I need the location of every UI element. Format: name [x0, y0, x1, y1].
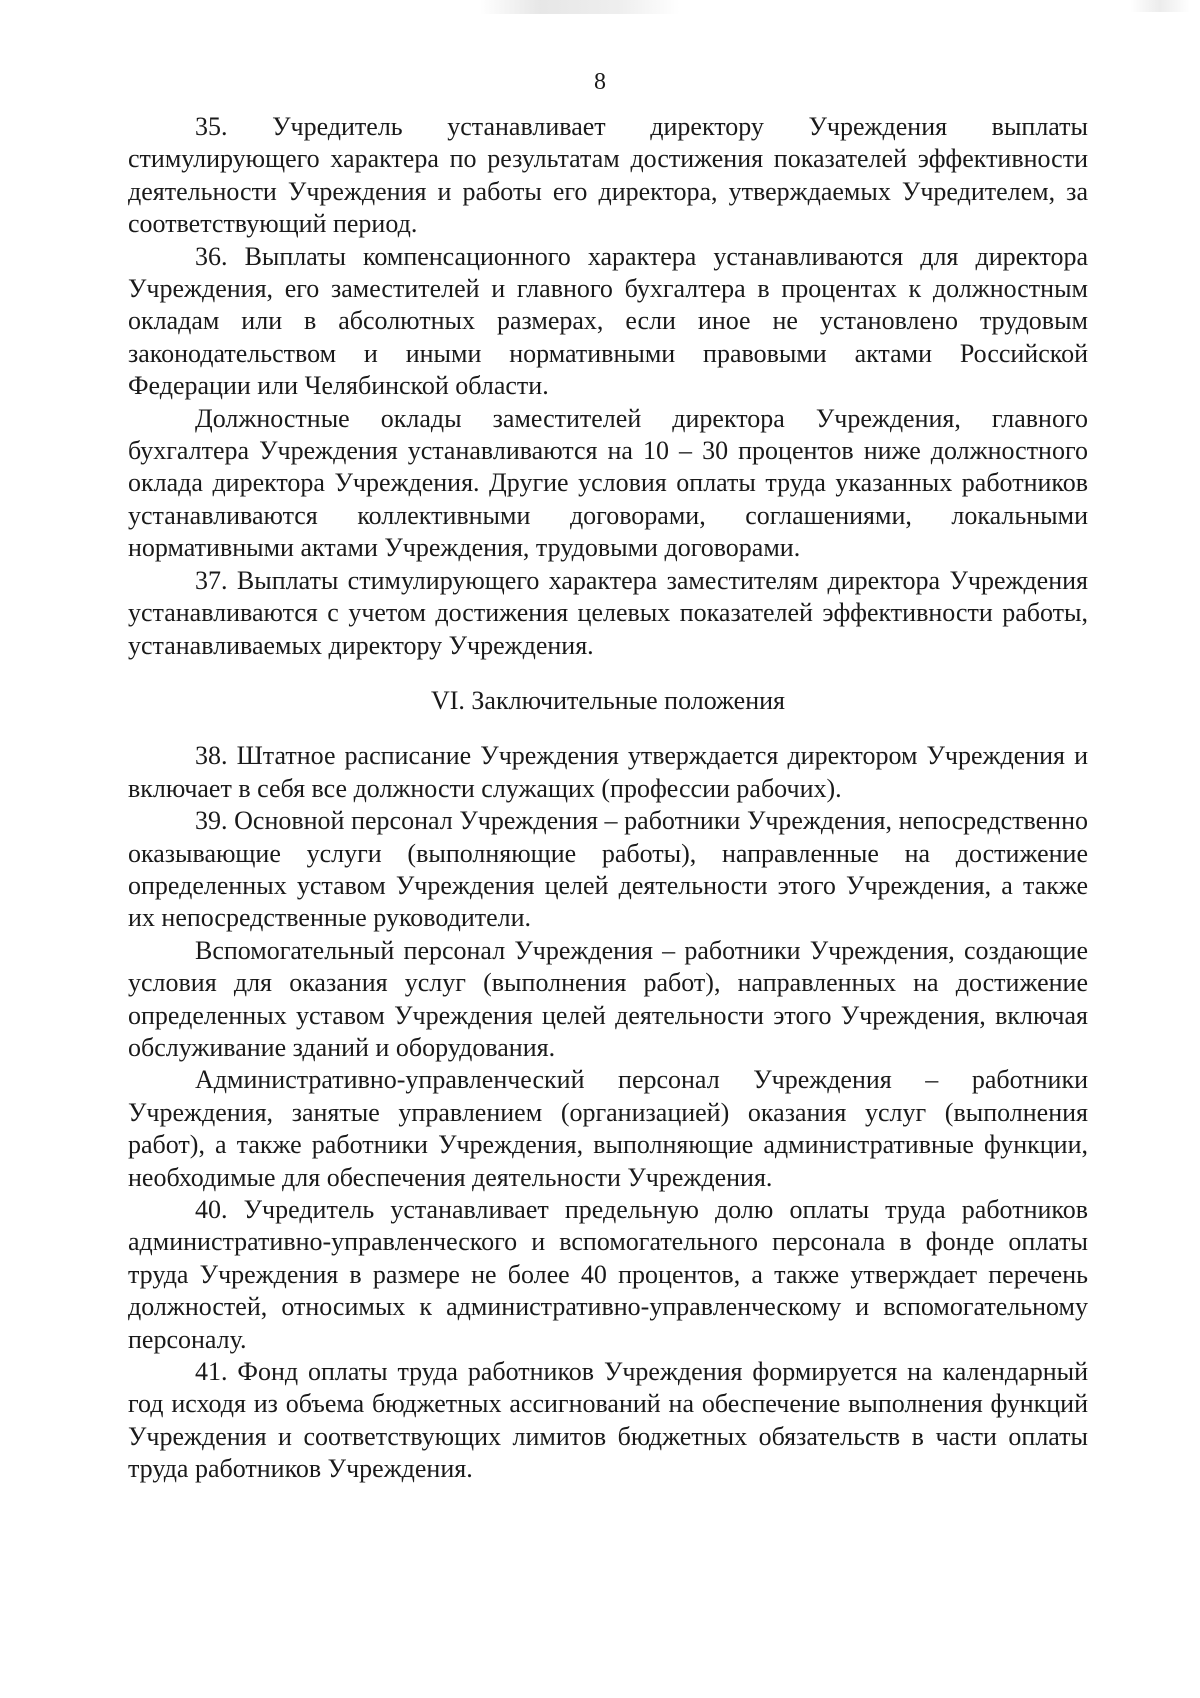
paragraph-deputy-salaries: Должностные оклады заместителей директора Учреждения, главного бухгалтера Учреждения устанавливаются на 10 – 30 процентов ниже должностного оклада директора Учреждения. Другие условия оплаты труда указанных работников устанавливаются коллективными договорами, соглашениями, локальными нормативными актами Учреждения, трудовыми договорами.: [128, 403, 1088, 563]
paragraph-41: 41. Фонд оплаты труда работников Учреждения формируется на календарный год исходя из объема бюджетных ассигнований на обеспечение выполнения функций Учреждения и соответствующих лимитов бюджетных обязательств в части оплаты труда работников Учреждения.: [128, 1357, 1088, 1484]
paragraph-support-staff: Вспомогательный персонал Учреждения – работники Учреждения, создающие условия для оказания услуг (выполнения работ), направленных на достижение определенных уставом Учреждения целей деятельности этого Учреждения, включая обслуживание зданий и оборудования.: [128, 935, 1088, 1062]
scan-artifact: [480, 0, 680, 14]
document-body: [128, 111, 1088, 1486]
section-heading: VI. Заключительные положения: [430, 685, 786, 715]
paragraph-admin-staff: Административно-управленческий персонал Учреждения – работники Учреждения, занятые управлением (организацией) оказания услуг (выполнения работ), а также работники Учреждения, выполняющие административные функции, необходимые для обеспечения деятельности Учреждения.: [128, 1065, 1088, 1192]
paragraph-36: 36. Выплаты компенсационного характера устанавливаются для директора Учреждения, его заместителей и главного бухгалтера в процентах к должностным окладам или в абсолютных размерах, если иное не установлено трудовым законодательством и иными нормативными правовыми актами Российской Федерации или Челябинской области.: [128, 241, 1088, 401]
scan-artifact: [1130, 0, 1190, 12]
paragraph-40: 40. Учредитель устанавливает предельную долю оплаты труда работников административно-управленческого и вспомогательного персонала в фонде оплаты труда Учреждения в размере не более 40 процентов, а также утверждает перечень должностей, относимых к административно-управленческому и вспомогательному персоналу.: [128, 1195, 1088, 1354]
paragraph-37: 37. Выплаты стимулирующего характера заместителям директора Учреждения устанавливаются с учетом достижения целевых показателей эффективности работы, устанавливаемых директору Учреждения.: [128, 565, 1088, 660]
paragraph-38: 38. Штатное расписание Учреждения утверждается директором Учреждения и включает в себя все должности служащих (профессии рабочих).: [128, 741, 1088, 803]
page-number: 8: [594, 69, 606, 95]
paragraph-39: 39. Основной персонал Учреждения – работники Учреждения, непосредственно оказывающие услуги (выполняющие работы), направленные на достижение определенных уставом Учреждения целей деятельности этого Учреждения, а также их непосредственные руководители.: [128, 806, 1088, 933]
paragraph-35: 35. Учредитель устанавливает директору Учреждения выплаты стимулирующего характера по результатам достижения показателей эффективности деятельности Учреждения и работы его директора, утверждаемых Учредителем, за соответствующий период.: [128, 112, 1088, 239]
